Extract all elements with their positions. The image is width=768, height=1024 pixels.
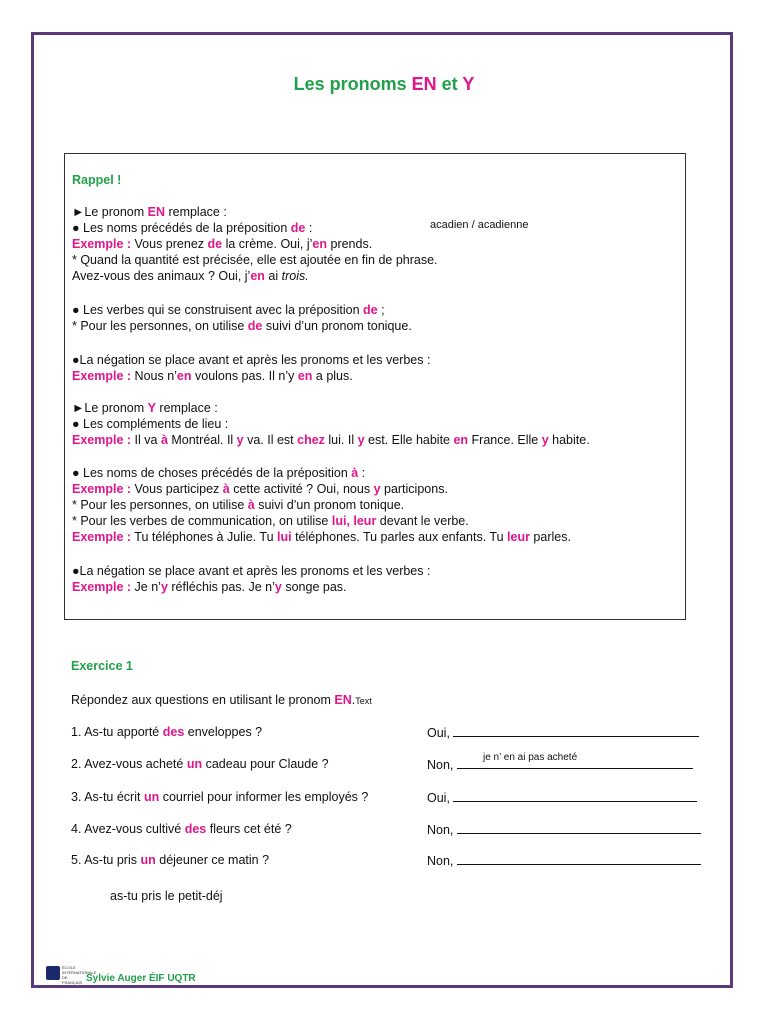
school-logo [46, 964, 97, 985]
rappel-line: Exemple : Je n’y réfléchis pas. Je n’y songe pas. [72, 580, 347, 594]
rappel-line: ►Le pronom Y remplace : [72, 401, 218, 415]
footer-author: Sylvie Auger ÉIF UQTR [86, 973, 196, 984]
question-1: 1. As-tu apporté des enveloppes ? [71, 725, 263, 739]
answer-2-text: je n’ en ai pas acheté [483, 752, 578, 763]
rappel-line: * Pour les verbes de communication, on utilise lui, leur devant le verbe. [72, 514, 469, 528]
school-logo-text: ÉCOLE INTERNATIONALE DE FRANÇAIS [62, 965, 97, 985]
rappel-line: ● Les compléments de lieu : [72, 417, 229, 431]
rappel-line: ● Les noms de choses précédés de la préposition à : [72, 466, 366, 480]
rappel-line: Avez-vous des animaux ? Oui, j’en ai trois. [72, 269, 309, 283]
question-5: 5. As-tu pris un déjeuner ce matin ? [71, 853, 270, 867]
question-3: 3. As-tu écrit un courriel pour informer les employés ? [71, 790, 369, 804]
answer-1[interactable]: Oui, [427, 724, 699, 740]
school-logo-icon [46, 966, 60, 980]
rappel-line: * Pour les personnes, on utilise de suivi d’un pronom tonique. [72, 319, 412, 333]
rappel-line: * Quand la quantité est précisée, elle est ajoutée en fin de phrase. [72, 253, 438, 267]
title-text-mid: et [436, 74, 463, 94]
rappel-line: Exemple : Tu téléphones à Julie. Tu lui téléphones. Tu parles aux enfants. Tu leur parles. [72, 530, 571, 544]
answer-3[interactable]: Oui, [427, 789, 697, 805]
answer-2[interactable]: Non, [427, 756, 693, 772]
title-keyword-en: EN [411, 74, 437, 94]
rappel-line: ● Les verbes qui se construisent avec la préposition de ; [72, 303, 385, 317]
rappel-line: ►Le pronom EN remplace : [72, 205, 227, 219]
rappel-line: Exemple : Il va à Montréal. Il y va. Il est chez lui. Il y est. Elle habite en France. Elle y habite. [72, 433, 590, 447]
extra-note: as-tu pris le petit-déj [110, 889, 223, 903]
rappel-line: Exemple : Vous prenez de la crème. Oui, j’en prends. [72, 237, 373, 251]
rappel-box [64, 153, 686, 620]
answer-4[interactable]: Non, [427, 821, 701, 837]
rappel-line: * Pour les personnes, on utilise à suivi d’un pronom tonique. [72, 498, 405, 512]
rappel-line: ●La négation se place avant et après les pronoms et les verbes : [72, 353, 431, 367]
rappel-line: Exemple : Nous n’en voulons pas. Il n’y en a plus. [72, 369, 353, 383]
rappel-line: ● Les noms précédés de la préposition de : [72, 221, 313, 235]
page-title [0, 74, 768, 95]
margin-note: acadien / acadienne [430, 219, 529, 231]
exercise-instruction: Répondez aux questions en utilisant le pronom EN.Text [71, 693, 372, 707]
rappel-line: ●La négation se place avant et après les pronoms et les verbes : [72, 564, 431, 578]
answer-5[interactable]: Non, [427, 852, 701, 868]
title-keyword-y: Y [462, 74, 475, 94]
rappel-line: Exemple : Vous participez à cette activité ? Oui, nous y participons. [72, 482, 448, 496]
question-4: 4. Avez-vous cultivé des fleurs cet été ? [71, 822, 292, 836]
rappel-heading: Rappel ! [72, 173, 122, 187]
question-2: 2. Avez-vous acheté un cadeau pour Claude ? [71, 757, 329, 771]
title-text: Les pronoms [293, 74, 412, 94]
exercise-heading: Exercice 1 [71, 659, 133, 673]
